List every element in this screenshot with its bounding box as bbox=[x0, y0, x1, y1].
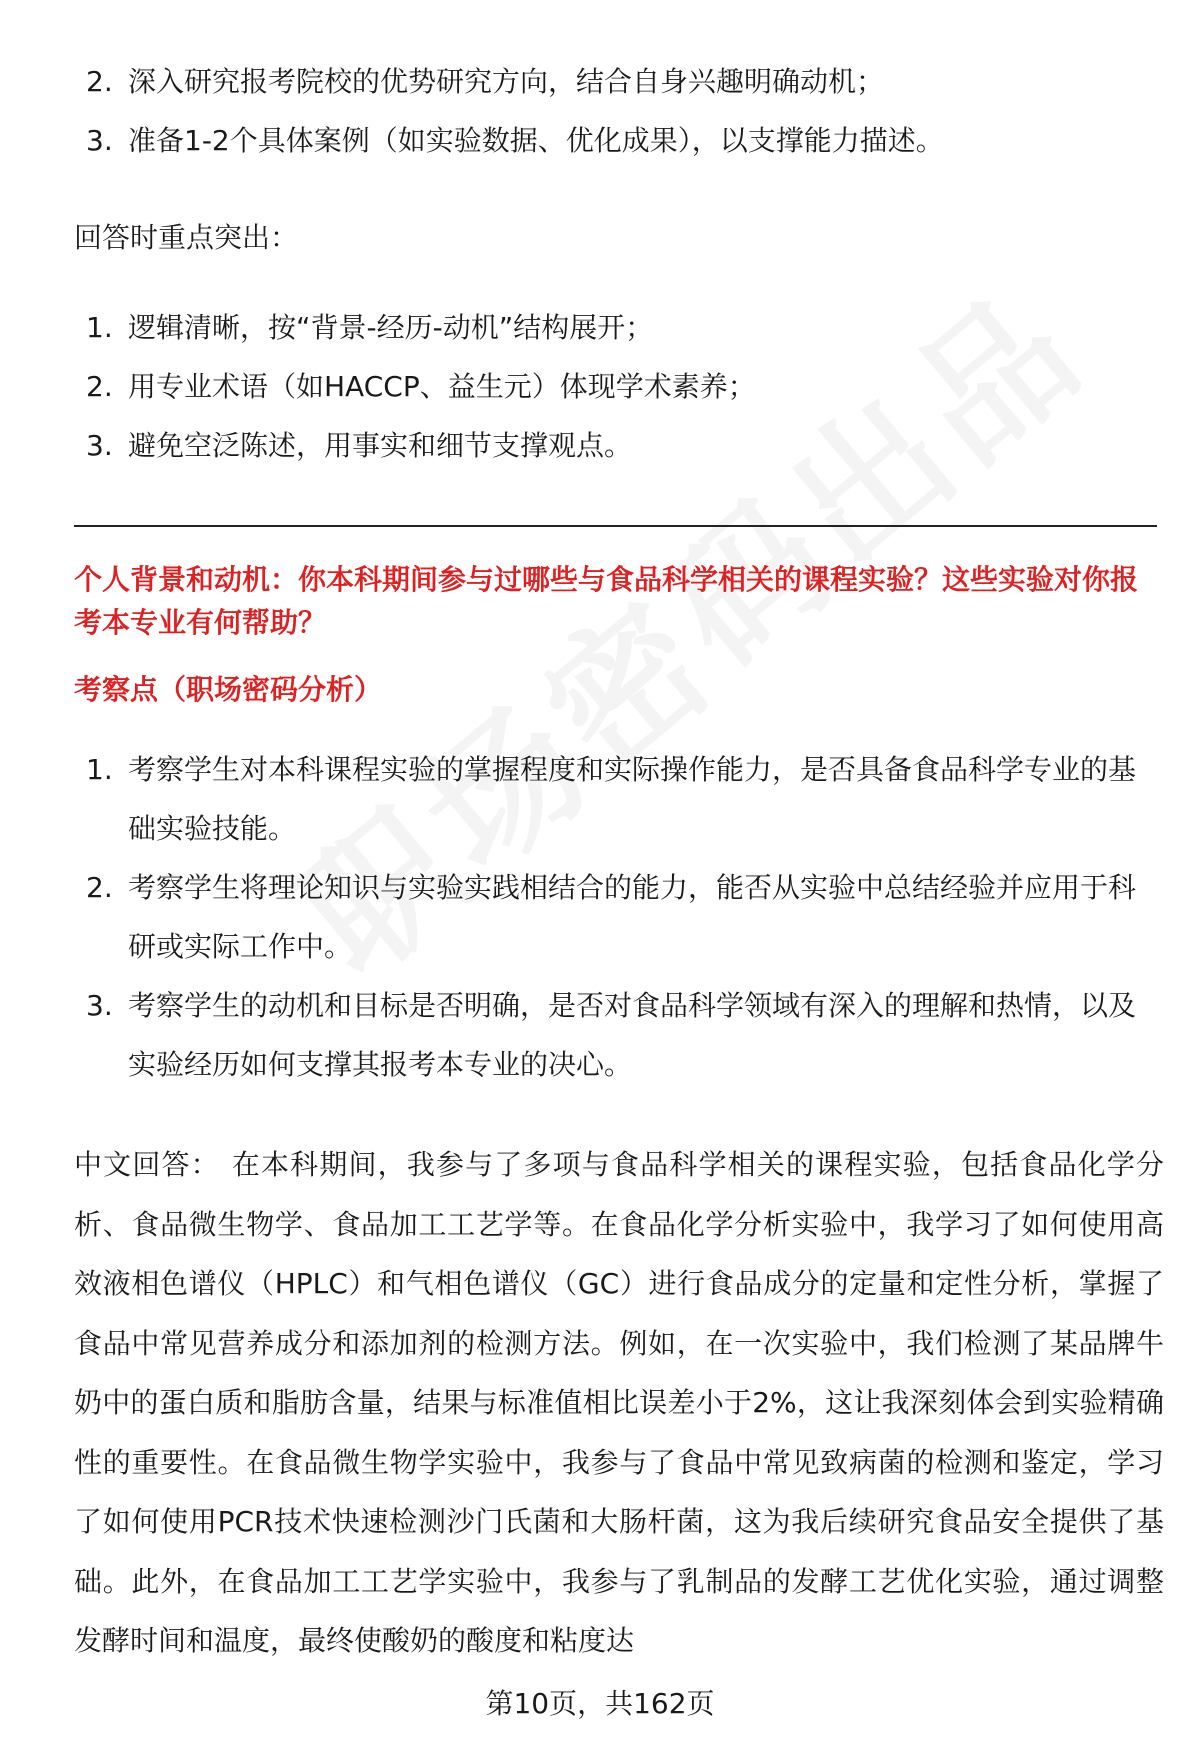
list-text: 准备1-2个具体案例（如实验数据、优化成果），以支撑能力描述。 bbox=[128, 124, 944, 157]
question-heading: 个人背景和动机：你本科期间参与过哪些与食品科学相关的课程实验？这些实验对你报考本专业有何帮助？ bbox=[74, 563, 1139, 639]
page-number: 第10页，共162页 bbox=[485, 1687, 715, 1720]
list-number: 1. bbox=[86, 753, 113, 786]
list-item bbox=[74, 357, 1154, 416]
list-text: 深入研究报考院校的优势研究方向，结合自身兴趣明确动机； bbox=[128, 65, 885, 98]
section-divider bbox=[74, 525, 1157, 527]
list-number: 3. bbox=[86, 989, 113, 1022]
list-item bbox=[74, 111, 1154, 170]
list-text: 避免空泛陈述，用事实和细节支撑观点。 bbox=[128, 429, 633, 462]
list-number: 3. bbox=[86, 124, 113, 157]
list-text: 考察学生的动机和目标是否明确，是否对食品科学领域有深入的理解和热情，以及实验经历如何支撑其报考本专业的决心。 bbox=[128, 989, 1137, 1081]
answer-paragraph bbox=[74, 1135, 1164, 1671]
list-text: 逻辑清晰，按“背景-经历-动机”结构展开； bbox=[128, 311, 654, 344]
answer-text: 在本科期间，我参与了多项与食品科学相关的课程实验，包括食品化学分析、食品微生物学、食品加工工艺学等。在食品化学分析实验中，我学习了如何使用高效液相色谱仪（HPLC）和气相色谱仪（GC）进行食品成分的定量和定性分析，掌握了食品中常见营养成分和添加剂的检测方法。例如，在一次实验中，我们检测了某品牌牛奶中的蛋白质和脂肪含量，结果与标准值相比误差小于2%，这让我深刻体会到实验精确性的重要性。在食品微生物学实验中，我参与了食品中常见致病菌的检测和鉴定，学习了如何使用PCR技术快速检测沙门氏菌和大肠杆菌，这为我后续研究食品安全提供了基础。此外，在食品加工工艺学实验中，我参与了乳制品的发酵工艺优化实验，通过调整发酵时间和温度，最终使酸奶的酸度和粘度达 bbox=[74, 1148, 1164, 1657]
assessment-list bbox=[74, 740, 1154, 1094]
answer-label: 中文回答： bbox=[74, 1148, 220, 1181]
answer-focus-label: 回答时重点突出： bbox=[74, 221, 299, 254]
top-numbered-list bbox=[74, 52, 1154, 170]
list-item bbox=[74, 52, 1154, 111]
list-item bbox=[74, 740, 1154, 858]
list-item bbox=[74, 858, 1154, 976]
list-number: 1. bbox=[86, 311, 113, 344]
focus-numbered-list bbox=[74, 298, 1154, 475]
list-number: 3. bbox=[86, 429, 113, 462]
list-text: 考察学生将理论知识与实验实践相结合的能力，能否从实验中总结经验并应用于科研或实际工作中。 bbox=[128, 871, 1137, 963]
assessment-heading: 考察点（职场密码分析） bbox=[74, 673, 383, 706]
list-item bbox=[74, 298, 1154, 357]
list-number: 2. bbox=[86, 871, 113, 904]
list-text: 用专业术语（如HACCP、益生元）体现学术素养； bbox=[128, 370, 756, 403]
list-item bbox=[74, 416, 1154, 475]
list-number: 2. bbox=[86, 370, 113, 403]
list-text: 考察学生对本科课程实验的掌握程度和实际操作能力，是否具备食品科学专业的基础实验技能。 bbox=[128, 753, 1137, 845]
list-item bbox=[74, 976, 1154, 1094]
list-number: 2. bbox=[86, 65, 113, 98]
